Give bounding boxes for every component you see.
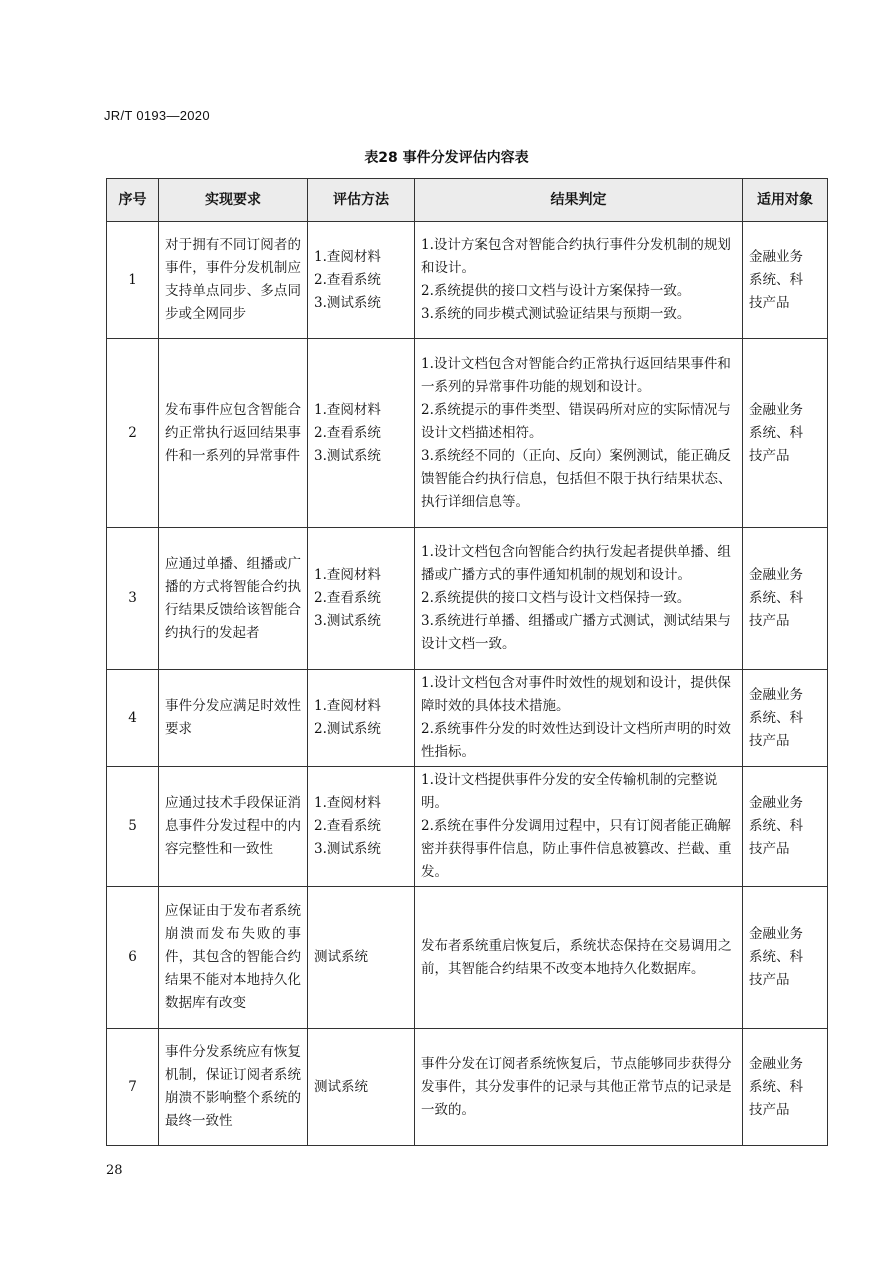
cell-target: 金融业务 系统、科 技产品 [743,528,828,670]
cell-method: 1.查阅材料 2.查看系统 3.测试系统 [308,528,415,670]
cell-result: 1.设计文档包含对智能合约正常执行返回结果事件和一系列的异常事件功能的规划和设计。 2.系统提示的事件类型、错误码所对应的实际情况与设计文档描述相符。 3.系统经不同的（正向、反向）案例测试，能正确反馈智能合约执行信息，包括但不限于执行结果状态、执行详细信息等。 [415,339,743,528]
cell-method: 测试系统 [308,887,415,1029]
cell-requirement: 发布事件应包含智能合约正常执行返回结果事件和一系列的异常事件 [159,339,308,528]
cell-target: 金融业务 系统、科 技产品 [743,767,828,887]
cell-requirement: 事件分发应满足时效性要求 [159,670,308,767]
standard-id: JR/T 0193—2020 [104,108,210,123]
table-row [107,339,828,528]
cell-target: 金融业务 系统、科 技产品 [743,1029,828,1146]
cell-no: 6 [107,887,159,1029]
cell-method: 测试系统 [308,1029,415,1146]
cell-no: 3 [107,528,159,670]
col-header-requirement: 实现要求 [159,179,308,222]
table-row [107,1029,828,1146]
table-header-row [107,179,828,222]
col-header-no: 序号 [107,179,159,222]
cell-result: 发布者系统重启恢复后，系统状态保持在交易调用之前，其智能合约结果不改变本地持久化数据库。 [415,887,743,1029]
cell-target: 金融业务 系统、科 技产品 [743,222,828,339]
cell-no: 7 [107,1029,159,1146]
evaluation-table [106,178,828,1146]
cell-requirement: 应通过技术手段保证消息事件分发过程中的内容完整性和一致性 [159,767,308,887]
table-row [107,528,828,670]
cell-result: 1.设计文档包含对事件时效性的规划和设计，提供保障时效的具体技术措施。 2.系统事件分发的时效性达到设计文档所声明的时效性指标。 [415,670,743,767]
cell-no: 5 [107,767,159,887]
page-number: 28 [106,1163,123,1178]
cell-result: 1.设计方案包含对智能合约执行事件分发机制的规划和设计。 2.系统提供的接口文档与设计方案保持一致。 3.系统的同步模式测试验证结果与预期一致。 [415,222,743,339]
cell-target: 金融业务 系统、科 技产品 [743,670,828,767]
cell-method: 1.查阅材料 2.测试系统 [308,670,415,767]
cell-result: 1.设计文档提供事件分发的安全传输机制的完整说明。 2.系统在事件分发调用过程中，只有订阅者能正确解密并获得事件信息，防止事件信息被篡改、拦截、重发。 [415,767,743,887]
cell-target: 金融业务 系统、科 技产品 [743,339,828,528]
cell-requirement: 应通过单播、组播或广播的方式将智能合约执行结果反馈给该智能合约执行的发起者 [159,528,308,670]
cell-method: 1.查阅材料 2.查看系统 3.测试系统 [308,339,415,528]
col-header-method: 评估方法 [308,179,415,222]
cell-no: 1 [107,222,159,339]
cell-requirement: 应保证由于发布者系统崩溃而发布失败的事件，其包含的智能合约结果不能对本地持久化数据库有改变 [159,887,308,1029]
cell-method: 1.查阅材料 2.查看系统 3.测试系统 [308,222,415,339]
table-row [107,670,828,767]
cell-method: 1.查阅材料 2.查看系统 3.测试系统 [308,767,415,887]
cell-result: 事件分发在订阅者系统恢复后，节点能够同步获得分发事件，其分发事件的记录与其他正常节点的记录是一致的。 [415,1029,743,1146]
cell-requirement: 事件分发系统应有恢复机制，保证订阅者系统崩溃不影响整个系统的最终一致性 [159,1029,308,1146]
table-caption: 表28 事件分发评估内容表 [364,150,529,166]
cell-no: 2 [107,339,159,528]
table-row [107,887,828,1029]
table-row [107,222,828,339]
cell-no: 4 [107,670,159,767]
cell-target: 金融业务 系统、科 技产品 [743,887,828,1029]
col-header-target: 适用对象 [743,179,828,222]
col-header-result: 结果判定 [415,179,743,222]
table-row [107,767,828,887]
cell-result: 1.设计文档包含向智能合约执行发起者提供单播、组播或广播方式的事件通知机制的规划和设计。 2.系统提供的接口文档与设计文档保持一致。 3.系统进行单播、组播或广播方式测试，测试结果与设计文档一致。 [415,528,743,670]
cell-requirement: 对于拥有不同订阅者的事件，事件分发机制应支持单点同步、多点同步或全网同步 [159,222,308,339]
